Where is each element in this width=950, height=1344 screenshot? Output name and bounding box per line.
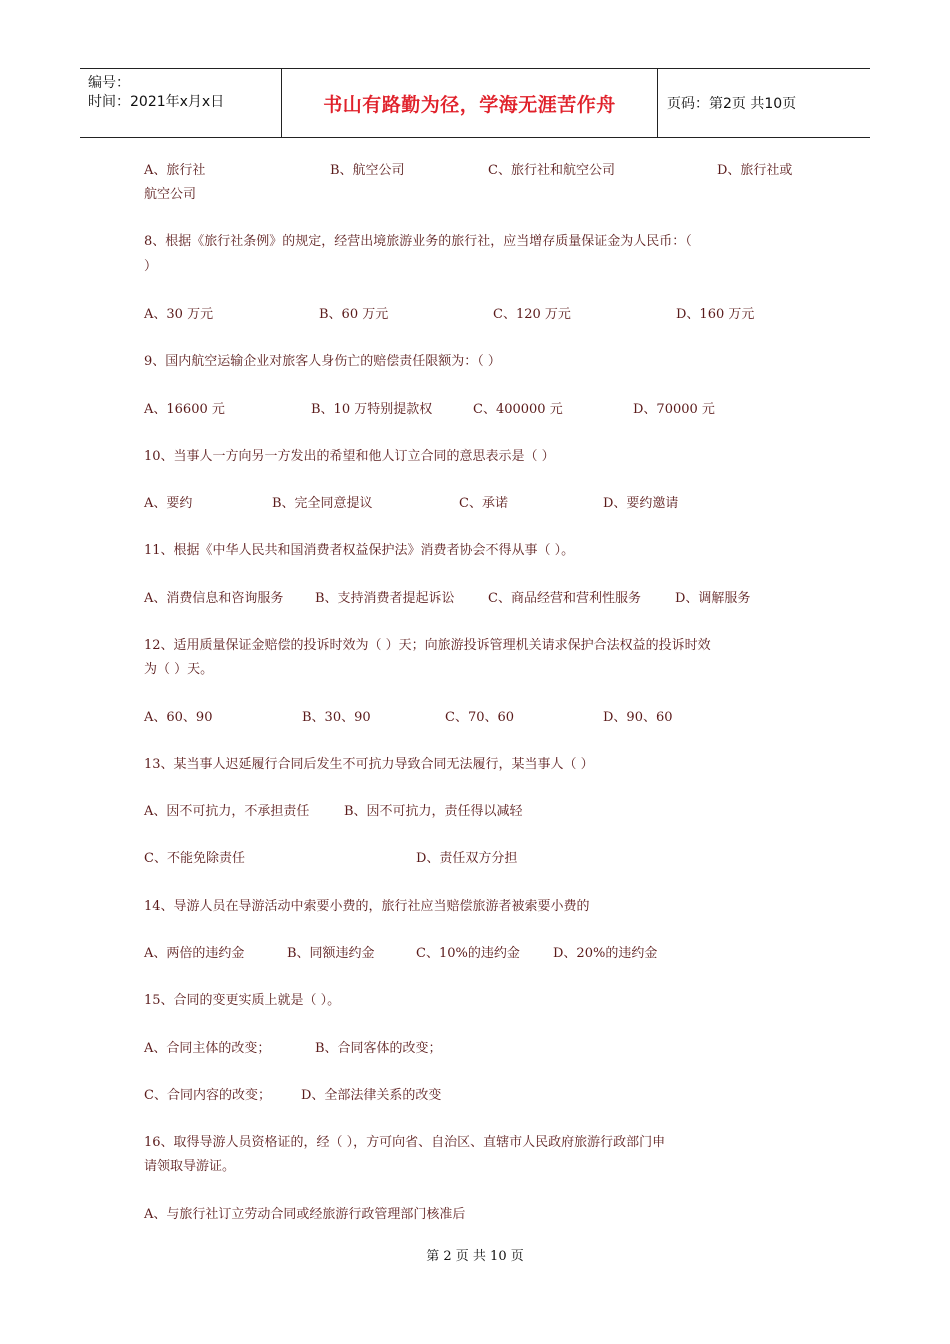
q7-option-b: B、航空公司 <box>330 163 405 178</box>
q9-option-b: B、10 万特别提款权 <box>311 402 433 417</box>
q15-option-a: A、合同主体的改变； <box>144 1041 271 1056</box>
q12-option-b: B、30、90 <box>302 710 371 725</box>
q16-option-a: A、与旅行社订立劳动合同或经旅游行政管理部门核准后 <box>144 1207 466 1222</box>
q14-option-c: C、10%的违约金 <box>416 946 520 961</box>
q10-option-a: A、要约 <box>144 496 193 511</box>
q8-option-d: D、160 万元 <box>676 307 755 322</box>
question-15: 15、合同的变更实质上就是（ ）。 <box>144 993 341 1008</box>
q13-option-a: A、因不可抗力，不承担责任 <box>144 804 310 819</box>
page-footer: 第 2 页 共 10 页 <box>426 1249 524 1264</box>
q13-option-c: C、不能免除责任 <box>144 851 245 866</box>
q10-option-d: D、要约邀请 <box>603 496 679 511</box>
q14-option-b: B、同额违约金 <box>287 946 375 961</box>
question-8-continued: ） <box>144 259 158 274</box>
q9-option-c: C、400000 元 <box>473 402 563 417</box>
page-header <box>80 68 870 138</box>
question-16: 16、取得导游人员资格证的，经（ ），方可向省、自治区、直辖市人民政府旅游行政部门申 <box>144 1135 666 1150</box>
q10-option-c: C、承诺 <box>459 496 508 511</box>
q13-option-d: D、责任双方分担 <box>416 851 518 866</box>
document-date: 时间：2021年x月x日 <box>88 94 225 110</box>
q11-option-a: A、消费信息和咨询服务 <box>144 591 284 606</box>
question-14: 14、导游人员在导游活动中索要小费的，旅行社应当赔偿旅游者被索要小费的 <box>144 899 590 914</box>
question-9: 9、国内航空运输企业对旅客人身伤亡的赔偿责任限额为：（ ） <box>144 354 501 369</box>
q15-option-c: C、合同内容的改变； <box>144 1088 271 1103</box>
q14-option-a: A、两倍的违约金 <box>144 946 245 961</box>
question-12-continued: 为（ ）天。 <box>144 662 214 677</box>
q12-option-c: C、70、60 <box>445 710 515 725</box>
question-8: 8、根据《旅行社条例》的规定，经营出境旅游业务的旅行社，应当增存质量保证金为人民币：（ <box>144 234 692 249</box>
q12-option-a: A、60、90 <box>144 710 213 725</box>
q8-option-c: C、120 万元 <box>493 307 571 322</box>
q15-option-b: B、合同客体的改变； <box>315 1041 442 1056</box>
q12-option-d: D、90、60 <box>603 710 673 725</box>
question-12: 12、适用质量保证金赔偿的投诉时效为（ ）天；向旅游投诉管理机关请求保护合法权益的投诉时效 <box>144 638 711 653</box>
header-page-info <box>657 69 870 137</box>
q9-option-d: D、70000 元 <box>633 402 715 417</box>
header-slogan: 书山有路勤为径，学海无涯苦作舟 <box>323 93 616 116</box>
header-slogan-cell <box>281 69 658 137</box>
q14-option-d: D、20%的违约金 <box>553 946 658 961</box>
question-11: 11、根据《中华人民共和国消费者权益保护法》消费者协会不得从事（ ）。 <box>144 543 575 558</box>
q7-option-c: C、旅行社和航空公司 <box>488 163 615 178</box>
q8-option-b: B、60 万元 <box>319 307 389 322</box>
q11-option-d: D、调解服务 <box>675 591 751 606</box>
q9-option-a: A、16600 元 <box>144 402 225 417</box>
question-10: 10、当事人一方向另一方发出的希望和他人订立合同的意思表示是（ ） <box>144 449 555 464</box>
header-meta <box>80 69 280 137</box>
question-16-continued: 请领取导游证。 <box>144 1159 236 1174</box>
q11-option-c: C、商品经营和营利性服务 <box>488 591 641 606</box>
q15-option-d: D、全部法律关系的改变 <box>301 1088 442 1103</box>
q8-option-a: A、30 万元 <box>144 307 214 322</box>
question-13: 13、某当事人迟延履行合同后发生不可抗力导致合同无法履行，某当事人（ ） <box>144 757 594 772</box>
q10-option-b: B、完全同意提议 <box>272 496 373 511</box>
q7-option-d-continued: 航空公司 <box>144 187 197 202</box>
q7-option-d: D、旅行社或 <box>717 163 793 178</box>
header-page-number: 页码：第2页 共10页 <box>667 96 797 112</box>
q7-option-a: A、旅行社 <box>144 163 206 178</box>
q13-option-b: B、因不可抗力，责任得以减轻 <box>344 804 523 819</box>
q11-option-b: B、支持消费者提起诉讼 <box>315 591 455 606</box>
document-number-label: 编号： <box>88 75 130 91</box>
